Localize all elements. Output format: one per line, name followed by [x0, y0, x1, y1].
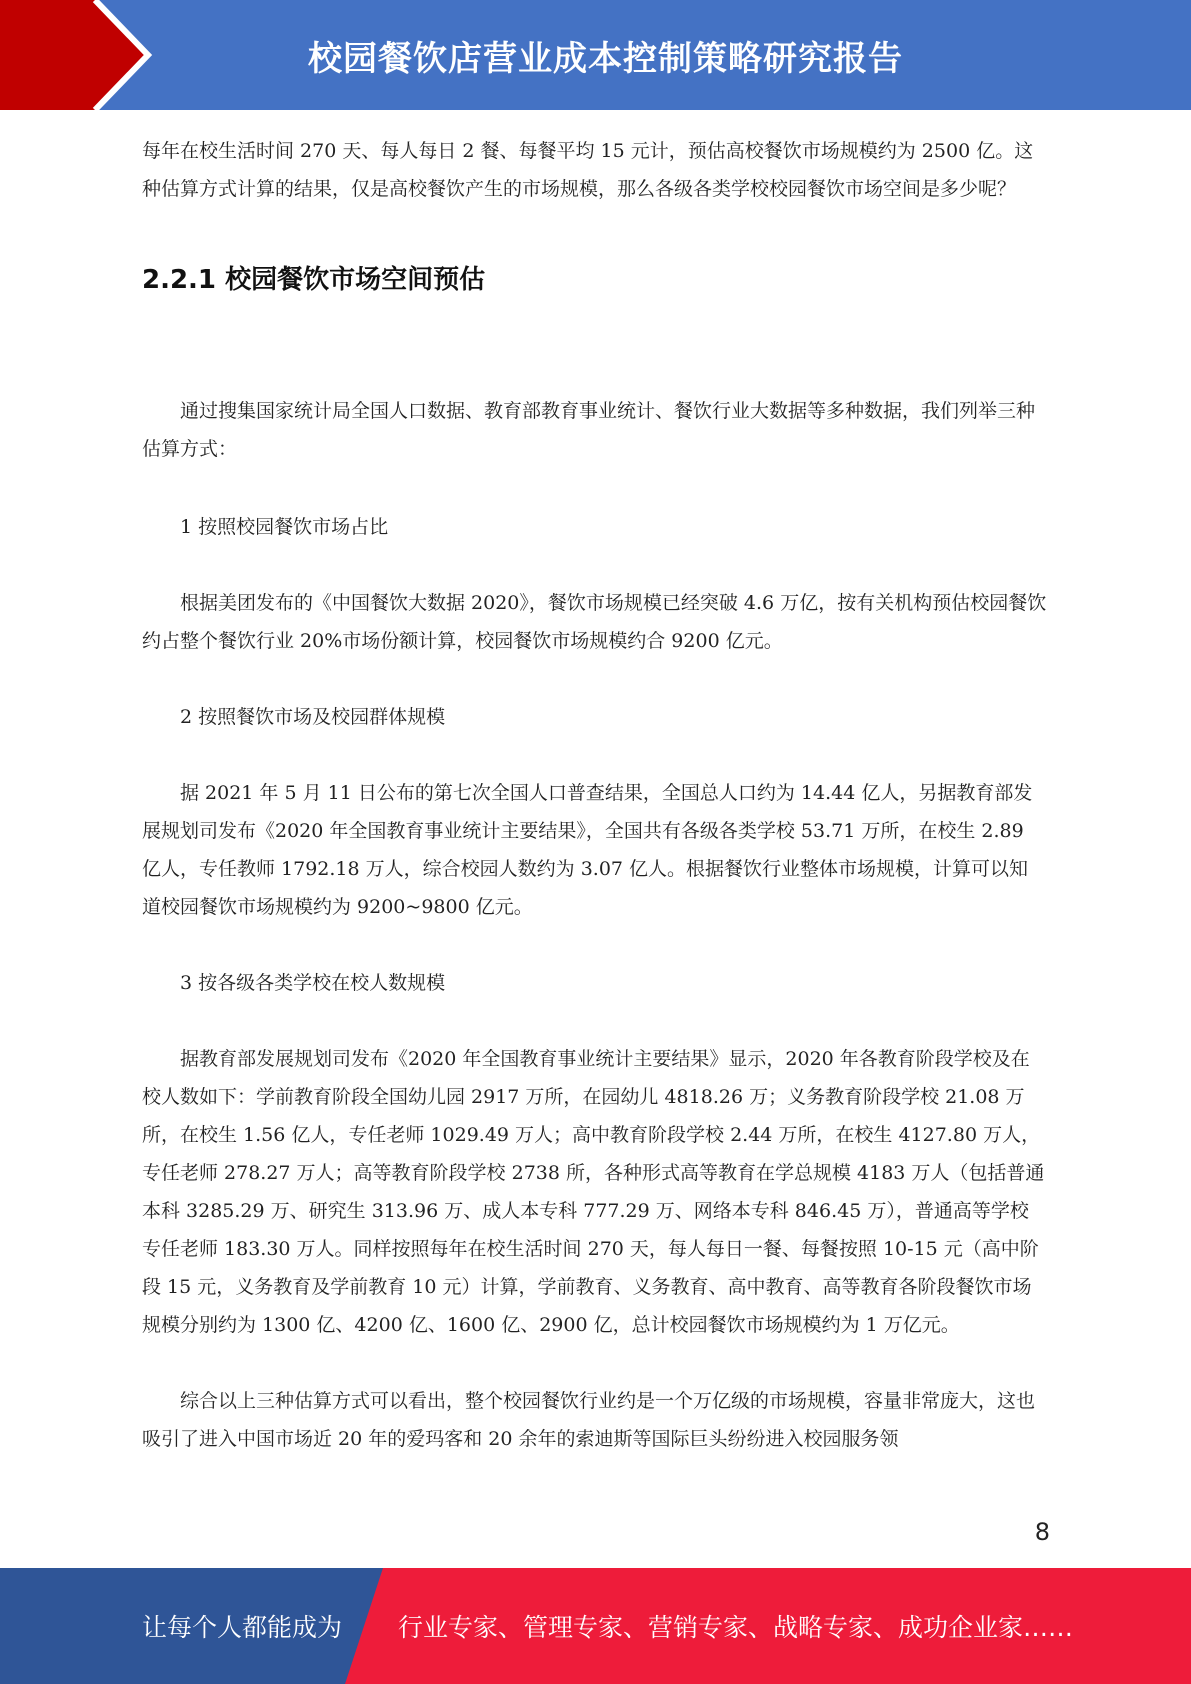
method-3-title: 3 按各级各类学校在校人数规模 — [180, 972, 446, 994]
method-2-title: 2 按照餐饮市场及校园群体规模 — [180, 706, 446, 728]
main-content — [142, 132, 1047, 1458]
intro-paragraph: 每年在校生活时间 270 天、每人每日 2 餐、每餐平均 15 元计，预估高校餐饮市场规模约为 2500 亿。这种估算方式计算的结果，仅是高校餐饮产生的市场规模，那么各级各类学校校园餐饮市场空间是多少呢？ — [142, 140, 1034, 200]
method-1-body: 根据美团发布的《中国餐饮大数据 2020》，餐饮市场规模已经突破 4.6 万亿，按有关机构预估校园餐饮约占整个餐饮行业 20%市场份额计算，校园餐饮市场规模约合 9200 亿元。 — [142, 592, 1047, 652]
page-number: 8 — [1034, 1518, 1050, 1546]
method-3-body: 据教育部发展规划司发布《2020 年全国教育事业统计主要结果》显示，2020 年各教育阶段学校及在校人数如下：学前教育阶段全国幼儿园 2917 万所，在园幼儿 4818.26 万；义务教育阶段学校 21.08 万所，在校生 1.56 亿人，专任老师 1029.49 万人；高中教育阶段学校 2.44 万所，在校生 4127.80 万人，专任老师 278.27 万人；高等教育阶段学校 2738 所，各种形式高等教育在学总规模 4183 万人（包括普通本科 3285.29 万、研究生 313.96 万、成人本专科 777.29 万、网络本专科 846.45 万），普通高等学校专任老师 183.30 万人。同样按照每年在校生活时间 270 天，每人每日一餐、每餐按照 10-15 元（高中阶段 15 元，义务教育及学前教育 10 元）计算，学前教育、义务教育、高中教育、高等教育各阶段餐饮市场规模分别约为 1300 亿、4200 亿、1600 亿、2900 亿，总计校园餐饮市场规模约为 1 万亿元。 — [142, 1048, 1045, 1336]
section-heading: 2.2.1 校园餐饮市场空间预估 — [142, 265, 486, 295]
method-2-body: 据 2021 年 5 月 11 日公布的第七次全国人口普查结果，全国总人口约为 14.44 亿人，另据教育部发展规划司发布《2020 年全国教育事业统计主要结果》，全国共有各级各类学校 53.71 万所，在校生 2.89 亿人，专任教师 1792.18 万人，综合校园人数约为 3.07 亿人。根据餐饮行业整体市场规模，计算可以知道校园餐饮市场规模约为 9200~9800 亿元。 — [142, 782, 1033, 918]
summary-paragraph: 综合以上三种估算方式可以看出，整个校园餐饮行业约是一个万亿级的市场规模，容量非常庞大，这也吸引了进入中国市场近 20 年的爱玛客和 20 余年的索迪斯等国际巨头纷纷进入校园服务领 — [142, 1390, 1036, 1450]
method-1-title: 1 按照校园餐饮市场占比 — [180, 516, 389, 538]
footer-slogan-left: 让每个人都能成为 — [142, 1613, 343, 1642]
page-footer — [0, 1568, 1191, 1684]
page-header — [0, 0, 1191, 110]
report-title: 校园餐饮店营业成本控制策略研究报告 — [308, 38, 903, 79]
footer-slogan-right: 行业专家、管理专家、营销专家、战略专家、成功企业家…… — [398, 1613, 1074, 1642]
methods-intro-paragraph: 通过搜集国家统计局全国人口数据、教育部教育事业统计、餐饮行业大数据等多种数据，我们列举三种估算方式： — [142, 400, 1036, 460]
